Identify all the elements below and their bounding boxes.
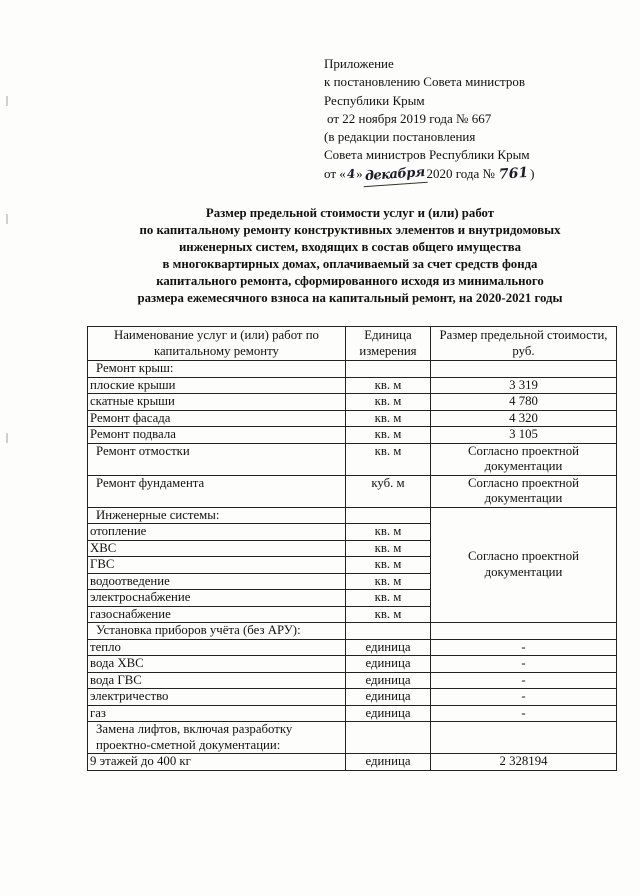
table-row: [88, 656, 617, 673]
row-name: газ: [88, 705, 346, 722]
row-unit: кв. м: [346, 524, 431, 541]
table-row: [88, 689, 617, 706]
date-prefix: от «: [324, 165, 346, 181]
row-price: -: [431, 672, 617, 689]
row-price: -: [431, 689, 617, 706]
row-unit: кв. м: [346, 443, 431, 475]
table-row: [88, 672, 617, 689]
engineering-price: Согласно проектной документации: [431, 507, 617, 623]
row-name: ХВС: [88, 540, 346, 557]
handwritten-doc-number: 761: [498, 164, 529, 183]
table-row: [88, 754, 617, 771]
row-unit: кв. м: [346, 557, 431, 574]
row-name: Ремонт отмостки: [88, 443, 346, 475]
closing-paren: ): [530, 165, 535, 181]
row-name: вода ХВС: [88, 656, 346, 673]
row-name: тепло: [88, 639, 346, 656]
amendment-date-line: [324, 165, 534, 185]
header-unit: Единица измерения: [346, 327, 431, 361]
table-row: [88, 410, 617, 427]
row-name: ГВС: [88, 557, 346, 574]
row-unit: единица: [346, 689, 431, 706]
title-line: по капитальному ремонту конструктивных элементов и внутридомовых: [139, 222, 561, 237]
document-title: [80, 205, 620, 306]
table-cell: [431, 623, 617, 640]
row-name: газоснабжение: [88, 606, 346, 623]
header-name: Наименование услуг и (или) работ по капитальному ремонту: [88, 327, 346, 361]
table-row: [88, 475, 617, 507]
group-label: Инженерные системы:: [88, 507, 346, 524]
row-price: -: [431, 656, 617, 673]
table-cell: [346, 722, 431, 754]
header-line: (в редакции постановления: [324, 129, 476, 145]
row-unit: кв. м: [346, 606, 431, 623]
header-line: Приложение: [324, 56, 394, 71]
date-year: 2020 года №: [426, 165, 495, 181]
table-row: [88, 394, 617, 411]
table-row: [88, 443, 617, 475]
price-table: [87, 326, 617, 771]
row-unit: кв. м: [346, 427, 431, 444]
row-unit: кв. м: [346, 590, 431, 607]
row-unit: единица: [346, 705, 431, 722]
row-unit: кв. м: [346, 394, 431, 411]
header-price: Размер предельной стоимости, руб.: [431, 327, 617, 361]
date-quote-close: »: [356, 165, 363, 181]
title-line: Размер предельной стоимости услуг и (или) работ: [205, 206, 495, 220]
handwritten-day: 4: [346, 166, 356, 182]
row-name: Ремонт подвала: [88, 427, 346, 444]
header-line: Совета министров Республики Крым: [324, 147, 530, 163]
table-header-row: [88, 327, 617, 361]
title-line: инженерных систем, входящих в состав общего имущества: [178, 239, 522, 254]
group-row: [88, 722, 617, 754]
table-row: [88, 705, 617, 722]
row-name: 9 этажей до 400 кг: [88, 754, 346, 771]
row-unit: единица: [346, 639, 431, 656]
appendix-header: [324, 55, 534, 185]
row-name: водоотведение: [88, 573, 346, 590]
row-name: вода ГВС: [88, 672, 346, 689]
row-unit: единица: [346, 672, 431, 689]
group-row: [88, 361, 617, 378]
scan-margin-mark: [6, 96, 8, 106]
row-unit: кв. м: [346, 410, 431, 427]
group-label: Ремонт крыш:: [88, 361, 346, 378]
group-label: Замена лифтов, включая разработку проектно-сметной документации:: [88, 722, 346, 754]
row-price: -: [431, 639, 617, 656]
row-price: 4 780: [431, 394, 617, 411]
title-line: капитального ремонта, сформированного исходя из минимального: [156, 273, 544, 288]
row-name: отопление: [88, 524, 346, 541]
header-line: Республики Крым: [324, 92, 425, 108]
row-name: Ремонт фасада: [88, 410, 346, 427]
row-price: Согласно проектной документации: [431, 443, 617, 475]
row-price: Согласно проектной документации: [431, 475, 617, 507]
group-label: Установка приборов учёта (без АРУ):: [88, 623, 346, 640]
row-name: электроснабжение: [88, 590, 346, 607]
table-row: [88, 377, 617, 394]
header-line: от 22 ноября 2019 года № 667: [327, 110, 492, 126]
group-row: [88, 623, 617, 640]
row-unit: единица: [346, 754, 431, 771]
row-name: электричество: [88, 689, 346, 706]
table-cell: [346, 507, 431, 524]
row-price: -: [431, 705, 617, 722]
title-line: в многоквартирных домах, оплачиваемый за счет средств фонда: [162, 256, 538, 271]
table-cell: [346, 361, 431, 378]
row-unit: единица: [346, 656, 431, 673]
row-name: плоские крыши: [88, 377, 346, 394]
row-unit: кв. м: [346, 540, 431, 557]
table-row: [88, 427, 617, 444]
scan-margin-mark: [6, 214, 8, 224]
row-price: 3 319: [431, 377, 617, 394]
row-unit: куб. м: [346, 475, 431, 507]
table-row: [88, 639, 617, 656]
row-price: 3 105: [431, 427, 617, 444]
table-cell: [431, 722, 617, 754]
row-name: скатные крыши: [88, 394, 346, 411]
row-unit: кв. м: [346, 377, 431, 394]
scan-margin-mark: [6, 433, 8, 443]
row-price: 4 320: [431, 410, 617, 427]
table-cell: [346, 623, 431, 640]
group-row: [88, 507, 617, 524]
row-unit: кв. м: [346, 573, 431, 590]
title-line: размера ежемесячного взноса на капитальный ремонт, на 2020-2021 годы: [137, 290, 563, 305]
row-name: Ремонт фундамента: [88, 475, 346, 507]
handwritten-month: декабря: [362, 164, 427, 188]
table-cell: [431, 361, 617, 378]
header-line: к постановлению Совета министров: [324, 74, 525, 90]
row-price: 2 328194: [431, 754, 617, 771]
